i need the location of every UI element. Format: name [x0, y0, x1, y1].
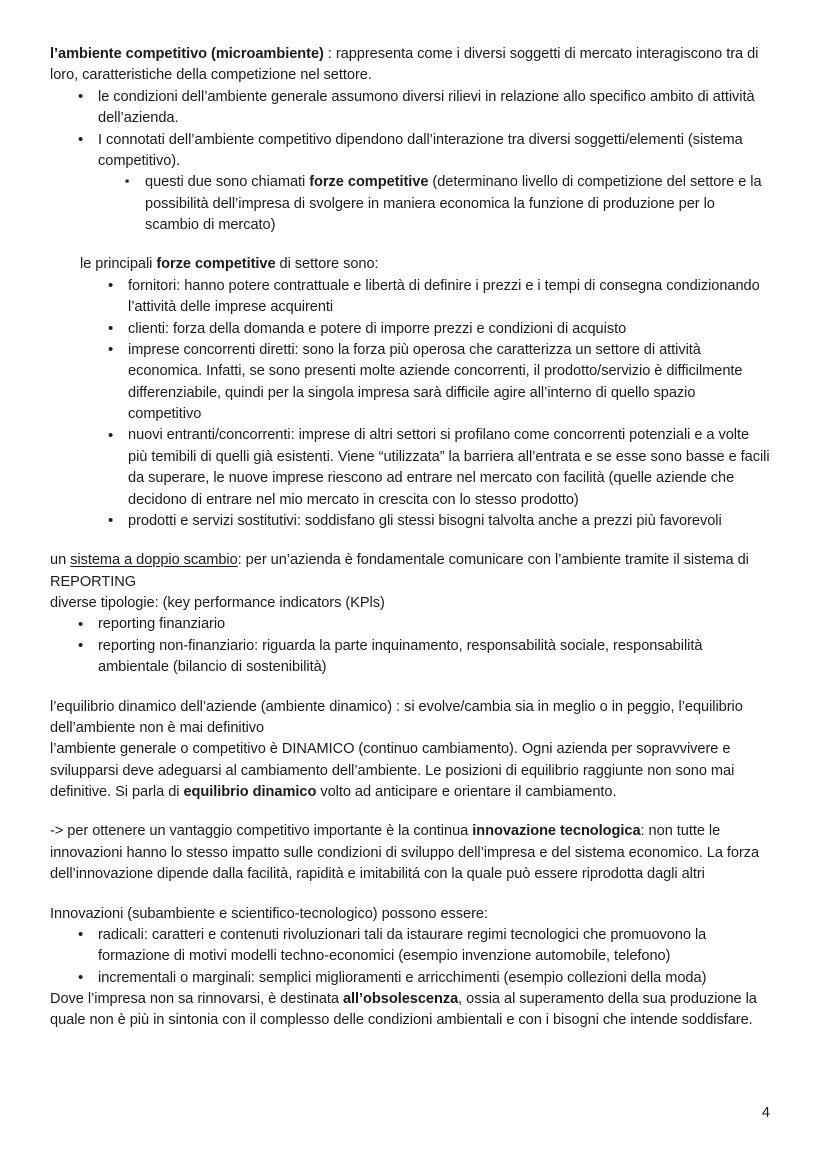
list-item	[98, 172, 770, 236]
list-item	[50, 968, 770, 989]
underlined-term-sistema-a-doppio-scambio: sistema a doppio scambio	[70, 552, 238, 569]
paragraph-obsolescenza	[50, 989, 770, 1032]
list-item	[80, 425, 770, 511]
document-body	[50, 44, 770, 1032]
spacer	[50, 236, 770, 254]
list-item-text: clienti: forza della domanda e potere di imporre prezzi e condizioni di acquisto	[128, 320, 627, 337]
spacer	[50, 532, 770, 550]
spacer	[50, 886, 770, 904]
list-innovazioni-bullets	[50, 925, 770, 989]
paragraph-ambiente-competitivo-rest: : rappresenta come i diversi soggetti di mercato interagiscono tra di loro, caratteristiche della competizione nel settore.	[50, 46, 759, 84]
text-before: -> per ottenere un vantaggio competitivo importante è la continua	[50, 823, 473, 840]
list-item-text: imprese concorrenti diretti: sono la forza più operosa che caratterizza un settore di attività economica. Infatti, se sono presenti molte aziende concorrenti, il prodotto/servizio è difficilmente differenziabile, quindi per la singola impresa sarà difficile agire all’interno di quello spazio competitivo	[128, 341, 743, 422]
list-forze-bullets	[80, 276, 770, 533]
paragraph-diverse-tipologie: diverse tipologie: (key performance indicators (KPls)	[50, 595, 385, 611]
list-item-text: le condizioni dell’ambiente generale assumono diversi rilievi in relazione allo specifico ambito di attività dell’azienda.	[98, 88, 755, 127]
list-item-text: fornitori: hanno potere contrattuale e libertà di definire i prezzi e i tempi di consegna condizionando l’attività delle imprese acquirenti	[128, 277, 760, 316]
text-before: un	[50, 552, 71, 569]
bold-term-microambiente: l’ambiente competitivo (microambiente)	[50, 46, 324, 62]
list-item	[80, 319, 770, 340]
paragraph-equilibrio-dinamico-intro: l’equilibrio dinamico dell’aziende (ambiente dinamico) : si evolve/cambia sia in meglio o in peggio, l’equilibrio dell’ambiente non è mai definitivo	[50, 698, 743, 736]
list-item-text: prodotti e servizi sostitutivi: soddisfano gli stessi bisogni talvolta anche a prezzi più favorevoli	[128, 512, 722, 529]
paragraph-ambiente-competitivo	[50, 44, 770, 87]
list-item	[50, 87, 770, 130]
text-after: : per un’azienda è fondamentale comunicare con l’ambiente tramite il sistema di REPORTING	[50, 552, 749, 590]
list-intro-bullets	[50, 87, 770, 237]
text-before: l’ambiente generale o competitivo è DINAMICO (continuo cambiamento). Ogni azienda per sopravvivere e svilupparsi deve adeguarsi al cambiamento dell’ambiente. Le posizioni di equilibrio raggiunte non sono mai definitive. Si parla di	[50, 741, 735, 800]
list-item	[50, 925, 770, 968]
spacer	[50, 803, 770, 821]
paragraph-sistema-doppio-scambio	[50, 550, 770, 593]
bold-term-innovazione-tecnologica: innovazione tecnologica	[472, 823, 641, 840]
list-item-text-after: (determinano livello di competizione del settore e la possibilità dell’impresa di svolgere in maniera economica la funzione di produzione per lo scambio di mercato)	[145, 174, 762, 233]
section-forze-competitive	[50, 254, 770, 532]
list-item	[80, 511, 770, 532]
list-item	[50, 636, 770, 679]
list-item-text-before: questi due sono chiamati	[145, 174, 310, 191]
text-after: , ossia al superamento della sua produzione la quale non è più in sintonia con il complesso delle condizioni ambientali e con i bisogni che intende soddisfare.	[50, 991, 757, 1029]
list-item	[50, 130, 770, 237]
list-reporting-bullets	[50, 614, 770, 678]
paragraph-innovazione-tecnologica	[50, 821, 770, 885]
list-item-text: incrementali o marginali: semplici miglioramenti e arricchimenti (esempio collezioni della moda)	[98, 969, 707, 986]
page-number: 4	[761, 1105, 770, 1121]
list-item	[50, 614, 770, 635]
list-item-text: I connotati dell’ambiente competitivo dipendono dall’interazione tra diversi soggetti/elementi (sistema competitivo).	[98, 131, 743, 169]
bold-term-equilibrio-dinamico: equilibrio dinamico	[183, 784, 317, 800]
list-item-text: nuovi entranti/concorrenti: imprese di altri settori si profilano come concorrenti potenziali e a volte più temibili di quelli già esistenti. Viene “utilizzata” la barriera all’entrata e se esse sono basse e facili da superare, le nuove imprese riescono ad entrare nel mercato con facilità (quelle aziende che decidono di entrare nel mio mercato in crescita con lo stesso prodotto)	[128, 427, 770, 508]
list-item	[80, 276, 770, 319]
list-item	[80, 340, 770, 426]
list-item-text: reporting finanziario	[98, 616, 226, 633]
spacer	[50, 679, 770, 697]
lead-after: di settore sono:	[275, 256, 379, 273]
text-after: volto ad anticipare e orientare il cambiamento.	[316, 784, 617, 800]
list-item-text: radicali: caratteri e contenuti rivoluzionari tali da istaurare regimi tecnologici che promuovono la formazione di motivi modelli techno-economici (esempio invenzione automobile, telefono)	[98, 926, 707, 965]
bold-term-forze-competitive: forze competitive	[309, 174, 429, 191]
text-before: Dove l’impresa non sa rinnovarsi, è destinata	[50, 991, 343, 1007]
paragraph-innovazioni-lead: Innovazioni (subambiente e scientifico-tecnologico) possono essere:	[50, 905, 488, 922]
bold-term-forze-competitive: forze competitive	[156, 256, 276, 273]
paragraph-ambiente-dinamico	[50, 739, 770, 803]
bold-term-obsolescenza: all’obsolescenza	[342, 991, 459, 1007]
list-item-text: reporting non-finanziario: riguarda la parte inquinamento, responsabilità sociale, responsabilità ambientale (bilancio di sostenibilità)	[98, 637, 703, 676]
text-after: : non tutte le innovazioni hanno lo stesso impatto sulle condizioni di sviluppo dell’impresa e del sistema economico. La forza dell’innovazione dipende dalla facilità, rapidità e imitabilitá con la quale può essere riprodotta dagli altri	[50, 823, 760, 883]
list-intro-subbullets	[98, 172, 770, 236]
paragraph-le-principali	[80, 254, 770, 275]
lead-before: le principali	[80, 256, 157, 273]
